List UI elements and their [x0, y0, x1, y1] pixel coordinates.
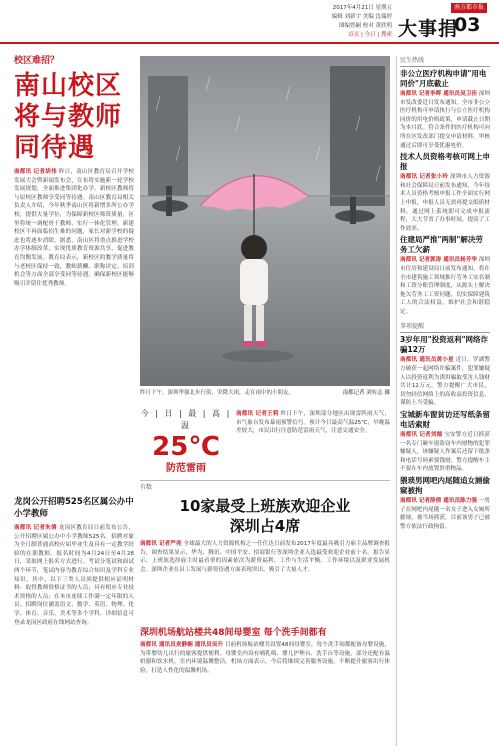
right-byline: 南都讯 记者薛倩 通讯员陈力强 [400, 498, 477, 504]
right-text: 近日，罗湖警方破获一起网络诈骗案件，犯罪嫌疑人以投资返利为诱饵骗取受害人钱财共计12万元。警方提醒广大市民，切勿轻信网络上的高收益投资信息，谨防上当受骗。 [400, 357, 490, 407]
lead-headline-line: 南山校区 [14, 71, 123, 101]
date-line: 2017年4月21日 星期五 [332, 5, 392, 11]
news-photo[interactable] [140, 56, 390, 386]
middle-headline-2[interactable]: 深圳占4席 [229, 517, 301, 535]
weather-condition: 防范雷雨 [166, 463, 206, 474]
lead-story [14, 56, 134, 626]
section-title: 大事捐 [398, 18, 459, 40]
lead-kicker: 校区难招？ [14, 56, 60, 66]
right-headline[interactable]: 住建局严推"两制"解决劳务工欠薪 [400, 235, 483, 255]
sub-byline: 南都讯 记者朱倩 [14, 525, 57, 531]
editors-line: 编辑 刘新宇 美编 沈瑞婷 [331, 14, 392, 20]
photo-caption [140, 389, 390, 397]
right-body [400, 497, 490, 531]
right-byline: 南都讯 记者李晖 通讯员吴卫佳 [400, 91, 477, 97]
airport-byline: 南都讯 通讯员麦静娴 通讯员吴升 [140, 642, 224, 648]
middle-headline-1[interactable]: 10家最受上班族欢迎企业 [179, 497, 351, 515]
lead-byline: 南都讯 记者胡伟 [14, 169, 57, 175]
right-headline[interactable]: 技术人员资格考核可网上申报 [400, 152, 490, 172]
right-text: 宝安警方近日抓获一名专门砸车窗盗窃车内财物的犯罪嫌疑人，该嫌疑人作案后还留下纸条和电话号码索要钱财，警方提醒车主不要在车内放置贵重物品。 [400, 432, 490, 473]
weather-temp: 25℃ [152, 432, 220, 462]
weather-text: 昨日下午，深圳部分地区出现雷阵雨天气，市气象台发布暴雨预警信号。预计今日最高气温25℃，早晚温差较大，市民出行注意防范雷雨天气，注意交通安全。 [236, 411, 390, 435]
right-byline: 南都讯 记者刘德 [400, 432, 443, 439]
right-body [400, 356, 490, 408]
right-body [400, 90, 490, 150]
weather-byline: 南都讯 记者王莉 [236, 411, 279, 417]
middle-story [140, 480, 390, 602]
sub-headline[interactable]: 龙岗公开招聘525名区属公办中小学教师 [14, 497, 134, 519]
weather-news [236, 410, 390, 476]
right-body [400, 173, 490, 233]
airport-body [140, 641, 390, 745]
caption-text: 昨日下午，深圳华强北步行街，突降大雨，走在雨中的小朋友。 [140, 390, 295, 396]
right-body [400, 256, 490, 316]
middle-body [140, 540, 390, 602]
right-section-1: 民生热线 [400, 56, 490, 67]
header-links[interactable]: 首页 | 今日 | 搜索 [348, 32, 392, 38]
header-info [262, 4, 392, 40]
right-text: 深圳市住房和建设局日前发布通知，将在全市建筑施工领域推行劳务工实名制和工资分账管理制度，从源头上解决拖欠劳务工工资问题，切实保障建筑工人的合法权益，维护社会和谐稳定。 [400, 257, 490, 315]
right-byline: 南都讯 记者郭涛 通讯员杨芳华 [400, 257, 477, 264]
page-header [0, 0, 499, 44]
lead-text: 昨日，南山区教育局召开学校发展大会暨新闻发布会，宣布将实施新一轮学校发展规划，全面推进集团化办学，新校区教师将与原校区教师享受同等待遇。南山区教育局相关负责人介绍，今年秋季南山区将新增多所公办学校，提供大量学位，为保障新校区师资质量，区里将统一调配骨干教师，实行一体化管理。新建校区不再面临招生难的问题，家长对新学校的疑虑也将逐步消除。据悉，南山区将重点推进学校办学体制改革，实现优质教育资源共享，促进教育均衡发展。教育局表示，新校区的教学质量将与老校区保持一致，教师薪酬、职称评定、培训机会等方面全部享受同等待遇，确保新校区能够吸引并留住优秀教师。 [14, 169, 134, 287]
weather-date: 今 | 日 | 最 | 高 | 温 [140, 409, 232, 430]
right-headline[interactable]: 3岁年用"投资返利"网络诈骗12万 [400, 335, 489, 355]
lead-headline[interactable] [14, 71, 134, 164]
airport-text: 目前机场航站楼共设置48间母婴室，每个洗手间都配备母婴设施，为带婴幼儿出行的旅客提供便利。母婴室内设有哺乳椅、婴儿护理台、洗手台等设施，部分还配有温奶器和饮水机，室内环境温馨整洁。机场方面表示，今后将继续完善服务设施，不断提升旅客出行体验，打造人性化的温馨机场。 [140, 642, 390, 674]
weather-box [140, 408, 232, 478]
section-label: 有数 [140, 484, 153, 491]
right-headline[interactable]: 非公立医疗机构申请"用电同价"月底截止 [400, 69, 487, 88]
right-text: 一男子在网吧内尾随一名女子进入女厕所偷窥，被当场抓获，目前该男子已被警方依法行政拘留。 [400, 498, 490, 530]
middle-byline: 南都讯 记者严亮 [140, 541, 182, 547]
column-divider [396, 56, 397, 746]
sub-text: 龙岗区教育局日前发布公告，公开招聘区属公办中小学教师525名。招聘对象为全日制普通高校应届毕业生及具有一定教学经验的在职教师。报名时间为4月24日至4月28日，采取网上报名方式进行。考试分笔试和面试两个环节，笔试内容为教育综合知识及学科专业知识。其中，以下三类人员须提供相应证明材料：取得教师资格证书的人员；具有相应专业技术资格的人员；在本市连续工作满一定年限的人员。招聘岗位涵盖语文、数学、英语、物理、化学、体育、音乐、美术等多个学科。详细信息可登录龙岗区政府在线网站查询。 [14, 525, 134, 626]
right-text: 深圳市人力资源和社会保障局日前发布通知，今年技术人员资格考核申报工作全面实行网上申报，申报人员无需再提交纸质材料，通过网上系统即可完成申报流程，大大节省了办事时间，提高了工作效率。 [400, 174, 490, 232]
right-text: 深圳市发改委近日发布通知，全市非公立医疗机构可申请执行与公立医疗机构同价的用电价格政策，申请截止日期为本月底。符合条件的医疗机构可向所在区发改部门提交申请材料，审核通过后即可享受优惠电价。 [400, 91, 490, 149]
lead-headline-line: 同待遇 [14, 133, 96, 163]
middle-text: 全球最大的人力资源机构之一任仕达日前发布2017年度最具吸引力雇主品牌调查报告，调查结果显示，华为、腾讯、中国平安、招商银行等深圳企业入选最受欢迎企业前十名。报告显示，上班族选择雇主时最看重的因素依次为薪资福利、工作与生活平衡、工作环境以及职业发展机会。深圳企业在员工发展与薪资待遇方面表现突出，吸引了大量人才。 [140, 541, 390, 573]
right-body [400, 431, 490, 474]
sub-body [14, 524, 134, 750]
right-section-2: 事项提醒 [400, 322, 490, 333]
page-number: 03 [454, 14, 481, 36]
right-headline[interactable]: 宝城新车窗贫访还写纸条留电话索财 [400, 410, 490, 430]
rainy-street-photo [140, 56, 390, 386]
right-byline: 南都讯 记者张小玲 [400, 174, 449, 181]
right-headline[interactable]: 猥琐男网吧内尾随追女厕偷窥被拘 [400, 476, 490, 495]
photo-credit: 南都记者 刘有志 摄 [342, 390, 390, 396]
lead-body [14, 168, 134, 488]
airport-headline[interactable]: 深圳机场航站楼共48间母婴室 每个洗手间都有 [140, 628, 327, 638]
masthead-tag: 南方都市报 [451, 3, 487, 13]
proofs-line: 图编曾嗣 校对 黄欣明 [339, 23, 392, 29]
right-byline: 南都讯 通讯员黄小星 [400, 357, 454, 364]
right-column [400, 56, 490, 531]
lead-headline-line: 将与教师 [14, 102, 123, 132]
